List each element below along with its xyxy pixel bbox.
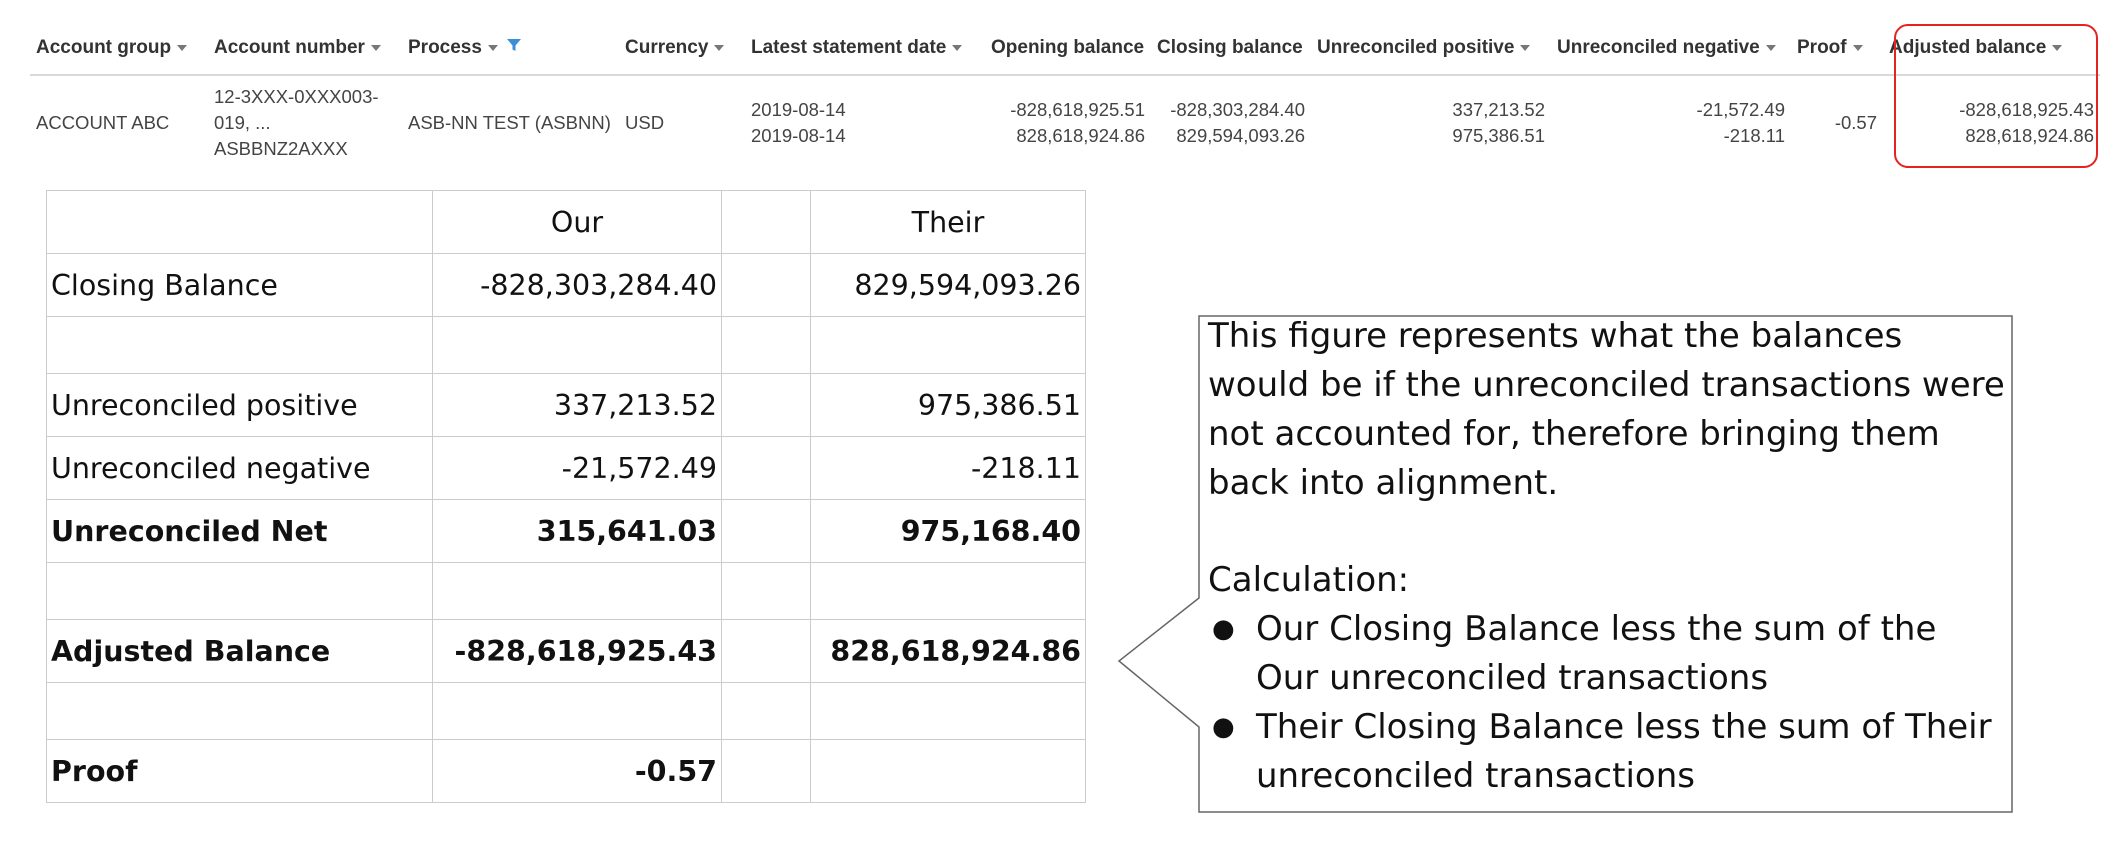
sort-caret-icon[interactable]	[1853, 45, 1863, 51]
row-label: Closing Balance	[47, 254, 433, 317]
summary-blank-row	[47, 683, 1086, 740]
callout-bullet-list	[1208, 605, 2008, 801]
sort-caret-icon[interactable]	[952, 45, 962, 51]
blank-cell	[811, 683, 1086, 740]
blank-cell	[47, 317, 433, 374]
col-header-opening-balance[interactable]	[985, 22, 1151, 75]
closing-balance-line: 829,594,093.26	[1176, 125, 1305, 146]
col-header-account-group[interactable]	[30, 22, 208, 75]
col-header-label: Account group	[36, 37, 172, 58]
col-header-label: Adjusted balance	[1889, 37, 2047, 58]
col-header-unreconciled-negative[interactable]	[1551, 22, 1791, 75]
unreconciled-negative-line: -218.11	[1723, 125, 1785, 146]
cell-account-number	[208, 75, 402, 170]
value-our: -828,303,284.40	[433, 254, 722, 317]
row-label: Unreconciled Net	[47, 500, 433, 563]
adjusted-balance-line: -828,618,925.43	[1959, 99, 2094, 120]
cell-currency: USD	[625, 112, 665, 133]
reconciliation-grid	[30, 22, 2100, 170]
sort-caret-icon[interactable]	[488, 45, 498, 51]
grid-table	[30, 22, 2100, 170]
callout-text	[1208, 312, 2008, 801]
value-their: 975,386.51	[811, 374, 1086, 437]
blank-cell	[722, 563, 811, 620]
col-header-label: Closing balance	[1157, 37, 1303, 58]
adjusted-balance-highlight	[1894, 24, 2098, 168]
col-header-label: Account number	[214, 37, 365, 58]
opening-balance-line: 828,618,924.86	[1016, 125, 1145, 146]
cell-process: ASB-NN TEST (ASBNN)	[408, 112, 611, 133]
callout-bullet: ● Our Closing Balance less the sum of the Our unreconciled transactions	[1208, 605, 2008, 703]
summary-row-adjusted-balance	[47, 620, 1086, 683]
summary-spacer-cell	[722, 191, 811, 254]
summary-header-row	[47, 191, 1086, 254]
cell-closing-balance	[1151, 75, 1311, 170]
value-our: -828,618,925.43	[433, 620, 722, 683]
summary-spacer-cell	[722, 500, 811, 563]
summary-corner-cell	[47, 191, 433, 254]
sort-caret-icon[interactable]	[714, 45, 724, 51]
row-label: Proof	[47, 740, 433, 803]
col-header-currency[interactable]	[619, 22, 745, 75]
row-label: Unreconciled negative	[47, 437, 433, 500]
cell-account-group: ACCOUNT ABC	[36, 112, 170, 133]
summary-row-unreconciled-positive	[47, 374, 1086, 437]
blank-cell	[433, 317, 722, 374]
summary-spacer-cell	[722, 437, 811, 500]
row-label: Unreconciled positive	[47, 374, 433, 437]
callout-calc-label: Calculation:	[1208, 560, 1410, 600]
grid-header-row	[30, 22, 2100, 75]
account-number-line: 019, ...	[214, 112, 271, 133]
closing-balance-line: -828,303,284.40	[1170, 99, 1305, 120]
value-their: 828,618,924.86	[811, 620, 1086, 683]
value-our: 337,213.52	[433, 374, 722, 437]
sort-caret-icon[interactable]	[177, 45, 187, 51]
summary-spacer-cell	[722, 620, 811, 683]
cell-opening-balance	[985, 75, 1151, 170]
table-row[interactable]	[30, 75, 2100, 170]
summary-row-unreconciled-negative	[47, 437, 1086, 500]
summary-spacer-cell	[722, 254, 811, 317]
summary-row-closing-balance	[47, 254, 1086, 317]
adjusted-balance-line: 828,618,924.86	[1965, 125, 2094, 146]
blank-cell	[811, 563, 1086, 620]
statement-date-line: 2019-08-14	[751, 99, 846, 120]
sort-caret-icon[interactable]	[1766, 45, 1776, 51]
statement-date-line: 2019-08-14	[751, 125, 846, 146]
callout-paragraph: This figure represents what the balances would be if the unreconciled transactions were not accounted for, therefore bringing them back into alignment.	[1208, 316, 2005, 503]
summary-row-proof	[47, 740, 1086, 803]
cell-proof: -0.57	[1834, 112, 1877, 133]
cell-unreconciled-positive	[1311, 75, 1551, 170]
summary-spacer-cell	[722, 740, 811, 803]
col-header-label: Opening balance	[991, 37, 1145, 58]
col-header-account-number[interactable]	[208, 22, 402, 75]
filter-icon[interactable]	[506, 37, 522, 59]
summary-spacer-cell	[722, 374, 811, 437]
summary-blank-row	[47, 563, 1086, 620]
value-our: 315,641.03	[433, 500, 722, 563]
col-header-latest-statement-date[interactable]	[745, 22, 985, 75]
cell-statement-date	[745, 75, 985, 170]
blank-cell	[722, 317, 811, 374]
blank-cell	[47, 683, 433, 740]
col-header-label: Unreconciled negative	[1557, 37, 1760, 58]
sort-caret-icon[interactable]	[1520, 45, 1530, 51]
value-their: 829,594,093.26	[811, 254, 1086, 317]
summary-blank-row	[47, 317, 1086, 374]
col-header-unreconciled-positive[interactable]	[1311, 22, 1551, 75]
unreconciled-positive-line: 975,386.51	[1452, 125, 1545, 146]
sort-caret-icon[interactable]	[371, 45, 381, 51]
value-our: -21,572.49	[433, 437, 722, 500]
col-header-label: Proof	[1797, 37, 1847, 58]
opening-balance-line: -828,618,925.51	[1010, 99, 1145, 120]
balance-summary-table	[46, 190, 1086, 803]
summary-header-our: Our	[433, 191, 722, 254]
summary-row-unreconciled-net	[47, 500, 1086, 563]
row-label: Adjusted Balance	[47, 620, 433, 683]
blank-cell	[47, 563, 433, 620]
unreconciled-negative-line: -21,572.49	[1696, 99, 1785, 120]
col-header-closing-balance[interactable]	[1151, 22, 1311, 75]
callout-bullet: ● Their Closing Balance less the sum of Their unreconciled transactions	[1208, 703, 2008, 801]
col-header-label: Currency	[625, 37, 709, 58]
summary-header-their: Their	[811, 191, 1086, 254]
cell-unreconciled-negative	[1551, 75, 1791, 170]
account-number-line: ASBBNZ2AXXX	[214, 138, 348, 159]
callout-gap	[1208, 508, 2008, 556]
col-header-label: Unreconciled positive	[1317, 37, 1515, 58]
col-header-label: Latest statement date	[751, 37, 947, 58]
unreconciled-positive-line: 337,213.52	[1452, 99, 1545, 120]
value-their: 975,168.40	[811, 500, 1086, 563]
value-their: -218.11	[811, 437, 1086, 500]
value-our: -0.57	[433, 740, 722, 803]
blank-cell	[433, 683, 722, 740]
col-header-label: Process	[408, 37, 482, 58]
blank-cell	[433, 563, 722, 620]
col-header-process[interactable]	[402, 22, 619, 75]
blank-cell	[722, 683, 811, 740]
blank-cell	[811, 740, 1086, 803]
col-header-proof[interactable]	[1791, 22, 1883, 75]
account-number-line: 12-3XXX-0XXX003-	[214, 86, 379, 107]
blank-cell	[811, 317, 1086, 374]
